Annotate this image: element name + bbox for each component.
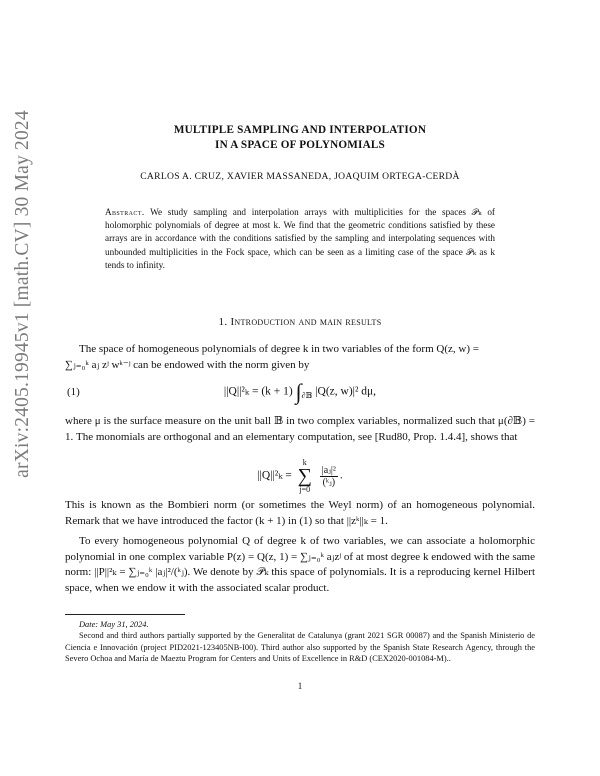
paper-title-line-2: IN A SPACE OF POLYNOMIALS [215,139,385,151]
paragraph-4 [65,534,535,596]
equation-1-integral-domain: ∂𝔹 [301,390,313,400]
equation-2-period: . [339,469,343,482]
footnote-support: Second and third authors partially supported by the Generalitat de Catalunya (grant 2021 SGR 00087) and the Spanish Ministerio de Ciencia e Innovación (project PID2021-123405NB-I00). Third author also supported by the Spanish State Research Agency, through the Severo Ochoa and María de Maeztu Program for Centers and Units of Excellence in R&D (CEX2020-001084-M).. [65,631,535,664]
equation-1-number: (1) [67,386,80,398]
footnotes [65,619,535,665]
summation-upper: k [302,458,307,467]
abstract-label: Abstract. [105,207,145,217]
arxiv-identifier: arXiv:2405.19945v1 [math.CV] 30 May 2024 [12,110,33,478]
footnote-rule [65,614,185,615]
equation-2-lhs: ||Q||²ₖ = [257,469,292,482]
section-title: Introduction and main results [230,316,382,328]
equation-2 [60,458,540,494]
paragraph-3-text: This is known as the Bombieri norm (or sometimes the Weyl norm) of an homogeneous polynomial. Remark that we have introduced the factor (k + 1) in (1) so that ||zᵏ||ₖ = 1. [65,499,535,527]
equation-1-lhs: ||Q||²ₖ = (k + 1) [223,385,293,398]
author-list: CARLOS A. CRUZ, XAVIER MASSANEDA, JOAQUIM ORTEGA-CERDÀ [140,171,460,182]
section-heading [60,316,540,328]
paper-title-line-1: MULTIPLE SAMPLING AND INTERPOLATION [173,124,427,136]
integral-sign: ∫ [295,379,302,404]
fraction [320,465,338,488]
sigma-symbol: ∑ [297,465,312,487]
summation-lower: j=0 [299,485,311,494]
fraction-denominator: (ᵏⱼ) [322,476,336,488]
footnote-date: Date: May 31, 2024. [79,620,149,629]
paragraph-1-line-2: ∑ⱼ₌₀ᵏ aⱼ zʲ wᵏ⁻ʲ can be endowed with the norm given by [65,358,310,371]
paragraph-2-text: where μ is the surface measure on the unit ball 𝔹 in two complex variables, normalized such that μ(∂𝔹) = 1. The monomials are orthogonal and an elementary computation, see [Rud80, Prop. 1.4.4], shows that [65,415,535,443]
summation [298,458,312,494]
fraction-numerator: |aⱼ|² [321,464,336,476]
arxiv-sidebar-stamp [6,24,40,564]
paragraph-1 [65,342,535,373]
paragraph-2 [65,414,535,445]
abstract-text: We study sampling and interpolation arrays with multiplicities for the spaces 𝒫ₖ of holomorphic polynomials of degree at most k. We find that the geometric conditions satisfied by these arrays are in accordance with the conditions satisfied by the sampling and interpolating sequences with unbounded multiplicities in the Fock space, which can be seen as a limiting case of the space 𝒫ₖ as k tends to infinity. [105,207,495,270]
abstract [105,206,495,272]
paragraph-3 [65,498,535,529]
equation-1 [60,379,540,405]
paragraph-4-text: To every homogeneous polynomial Q of degree k of two variables, we can associate a holomorphic polynomial in one complex variable P(z) = Q(z, 1) = ∑ⱼ₌₀ᵏ aⱼzʲ of at most degree k endowed with the same norm: ||P||²ₖ = ∑ⱼ₌₀ᵏ |aⱼ|²/(ᵏⱼ). We denote by 𝒫ₖ this space of polynomials. It is a reproducing kernel Hilbert space, when we endow it with the associated scalar product. [65,535,535,594]
paragraph-1-line-1: The space of homogeneous polynomials of degree k in two variables of the form Q(z, w) = [79,343,479,355]
page-number: 1 [297,681,303,691]
equation-1-rhs: |Q(z, w)|² dμ, [315,385,377,398]
section-number: 1. [218,316,228,328]
